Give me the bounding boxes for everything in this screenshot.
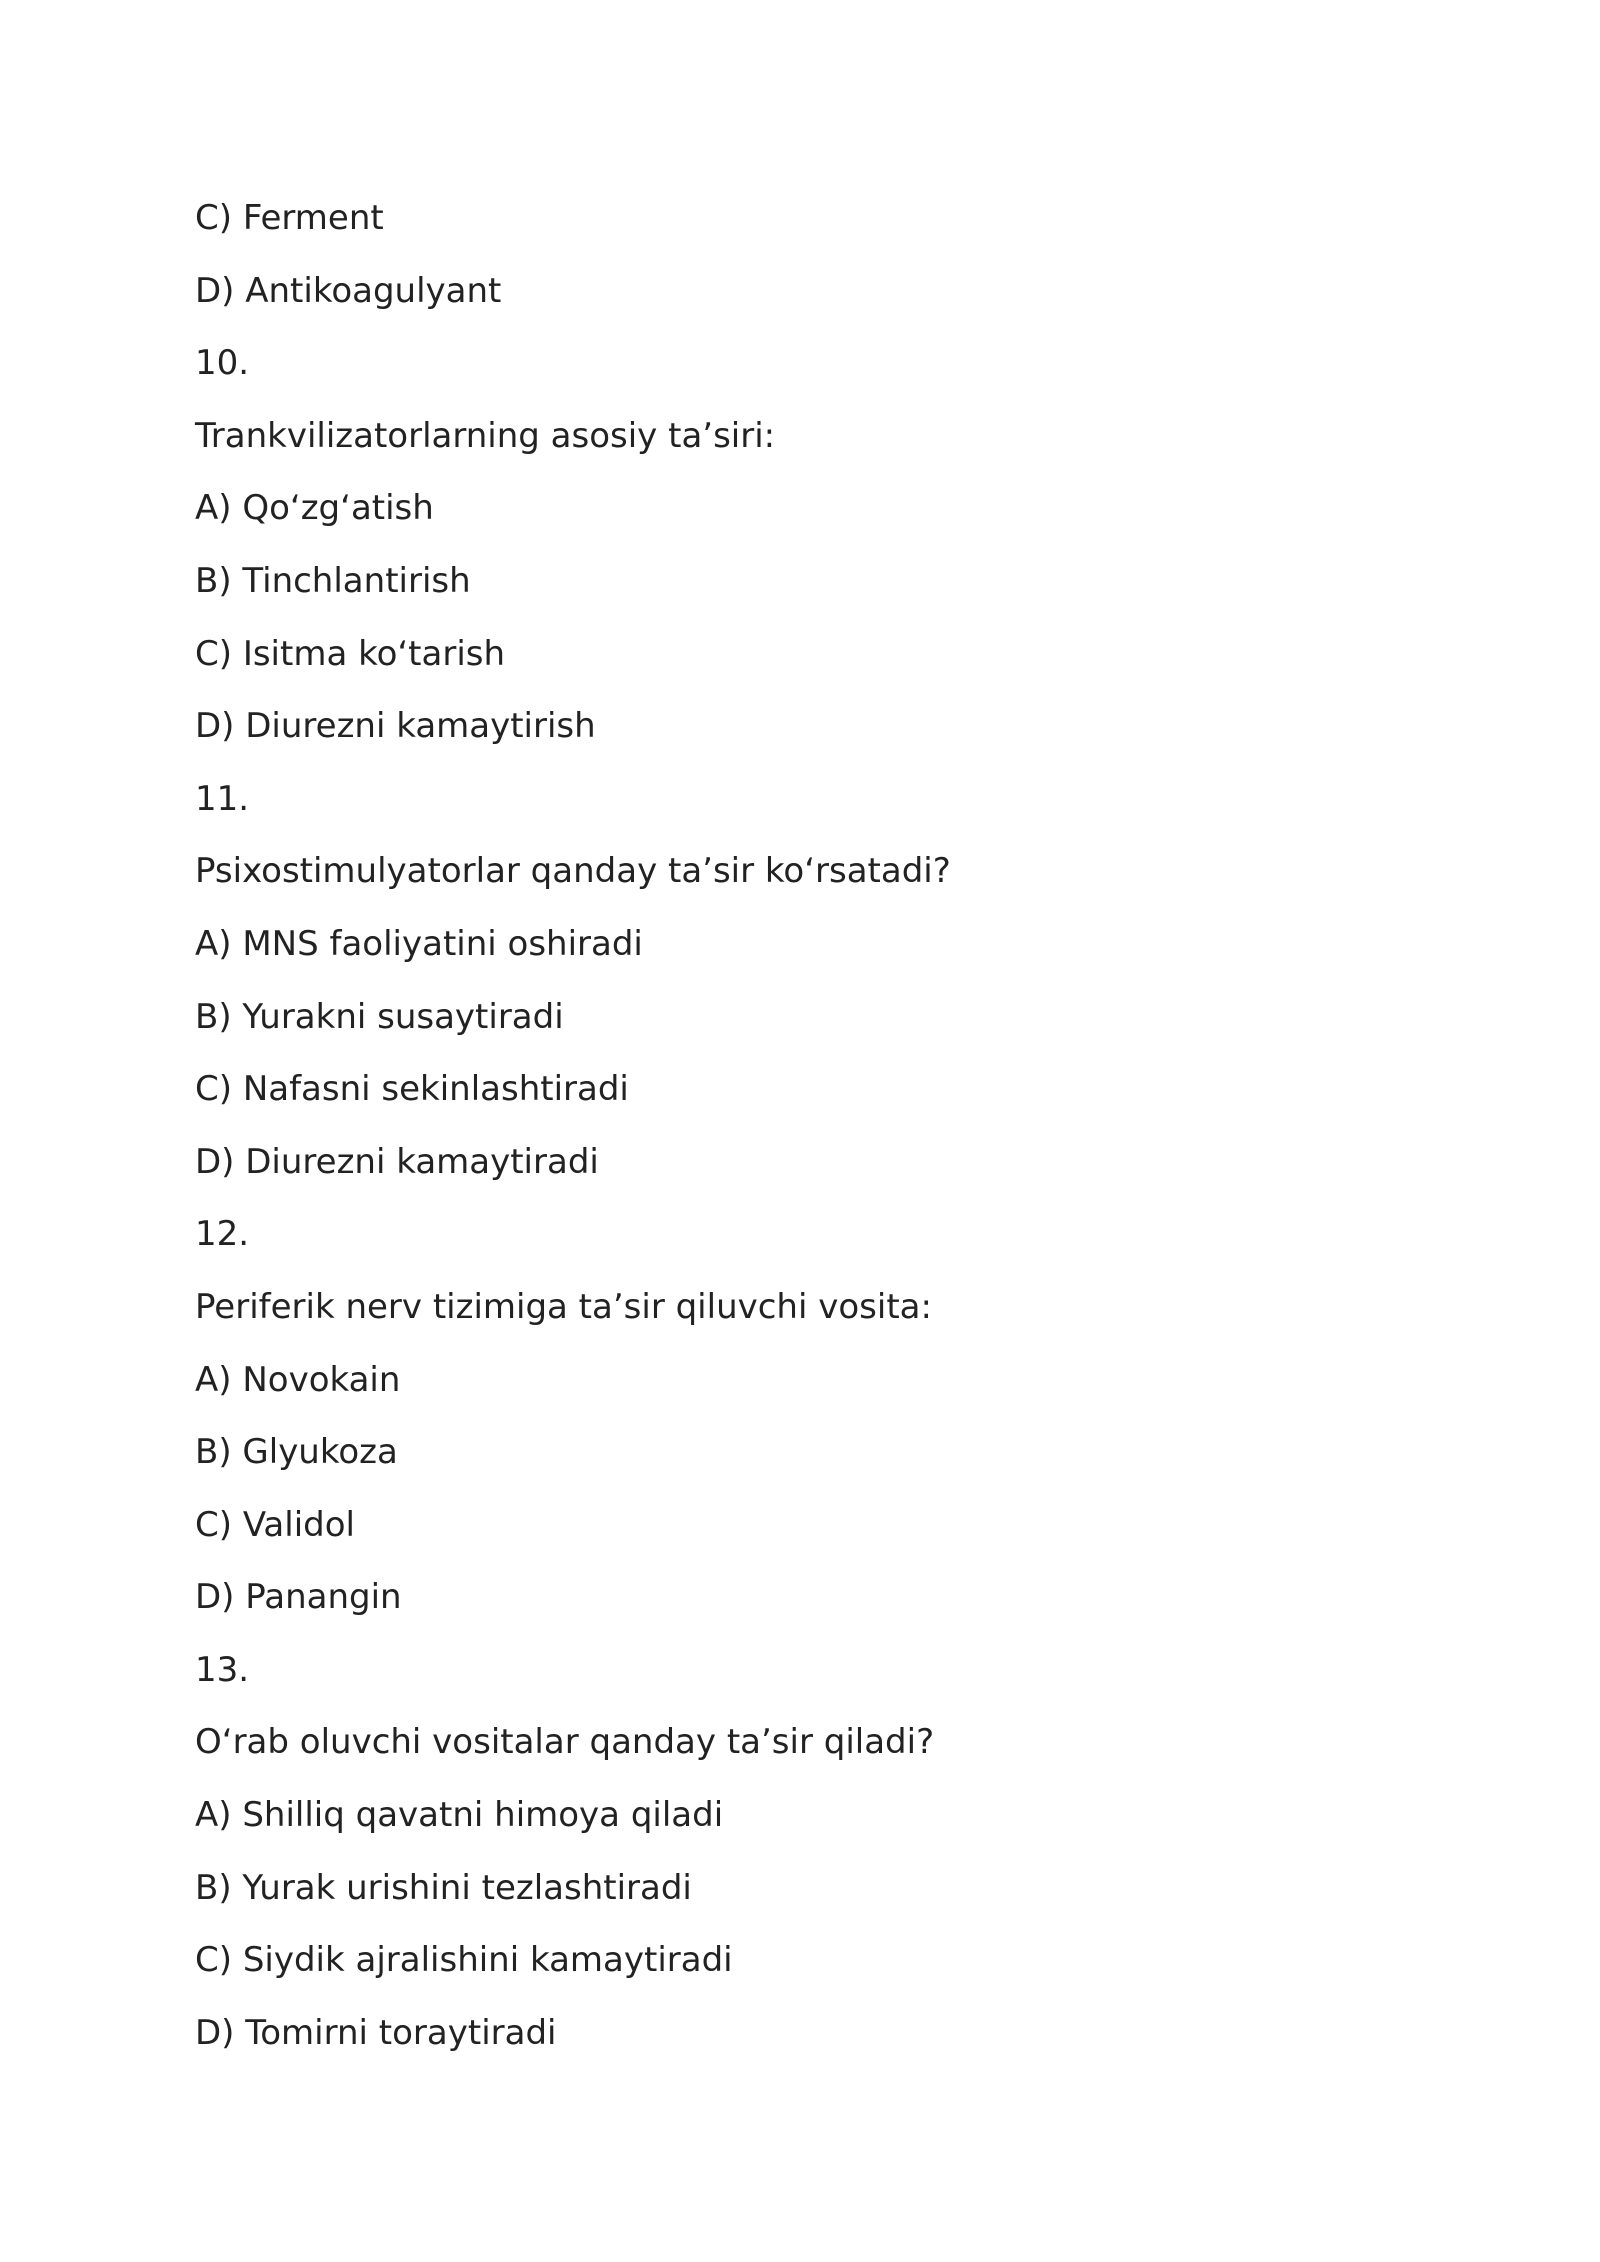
answer-option: D) Diurezni kamaytiradi — [195, 1141, 599, 1182]
answer-option: B) Glyukoza — [195, 1432, 398, 1473]
answer-option: B) Tinchlantirish — [195, 560, 471, 601]
question-text: Trankvilizatorlarning asosiy ta’siri: — [195, 415, 776, 456]
answer-option: C) Siydik ajralishini kamaytiradi — [195, 1940, 733, 1981]
answer-option: A) MNS faoliyatini oshiradi — [195, 923, 643, 964]
quiz-content — [195, 190, 1395, 2077]
question-number: 12. — [195, 1214, 250, 1255]
question-text: O‘rab oluvchi vositalar qanday ta’sir qiladi? — [195, 1722, 935, 1763]
answer-option: C) Isitma ko‘tarish — [195, 633, 506, 674]
answer-option: D) Panangin — [195, 1577, 402, 1618]
answer-option: A) Qo‘zg‘atish — [195, 488, 434, 529]
question-number: 10. — [195, 343, 250, 384]
question-number: 11. — [195, 778, 250, 819]
question-text: Periferik nerv tizimiga ta’sir qiluvchi vosita: — [195, 1286, 932, 1327]
answer-option: C) Nafasni sekinlashtiradi — [195, 1069, 629, 1110]
answer-option: D) Antikoagulyant — [195, 270, 502, 311]
answer-option: B) Yurak urishini tezlashtiradi — [195, 1867, 692, 1908]
answer-option: B) Yurakni susaytiradi — [195, 996, 564, 1037]
answer-option: A) Novokain — [195, 1359, 401, 1400]
answer-option: A) Shilliq qavatni himoya qiladi — [195, 1795, 724, 1836]
question-number: 13. — [195, 1649, 250, 1690]
answer-option: C) Validol — [195, 1504, 355, 1545]
question-text: Psixostimulyatorlar qanday ta’sir ko‘rsatadi? — [195, 851, 951, 892]
answer-option: D) Tomirni toraytiradi — [195, 2012, 557, 2053]
answer-option: C) Ferment — [195, 198, 384, 238]
answer-option: D) Diurezni kamaytirish — [195, 706, 596, 747]
